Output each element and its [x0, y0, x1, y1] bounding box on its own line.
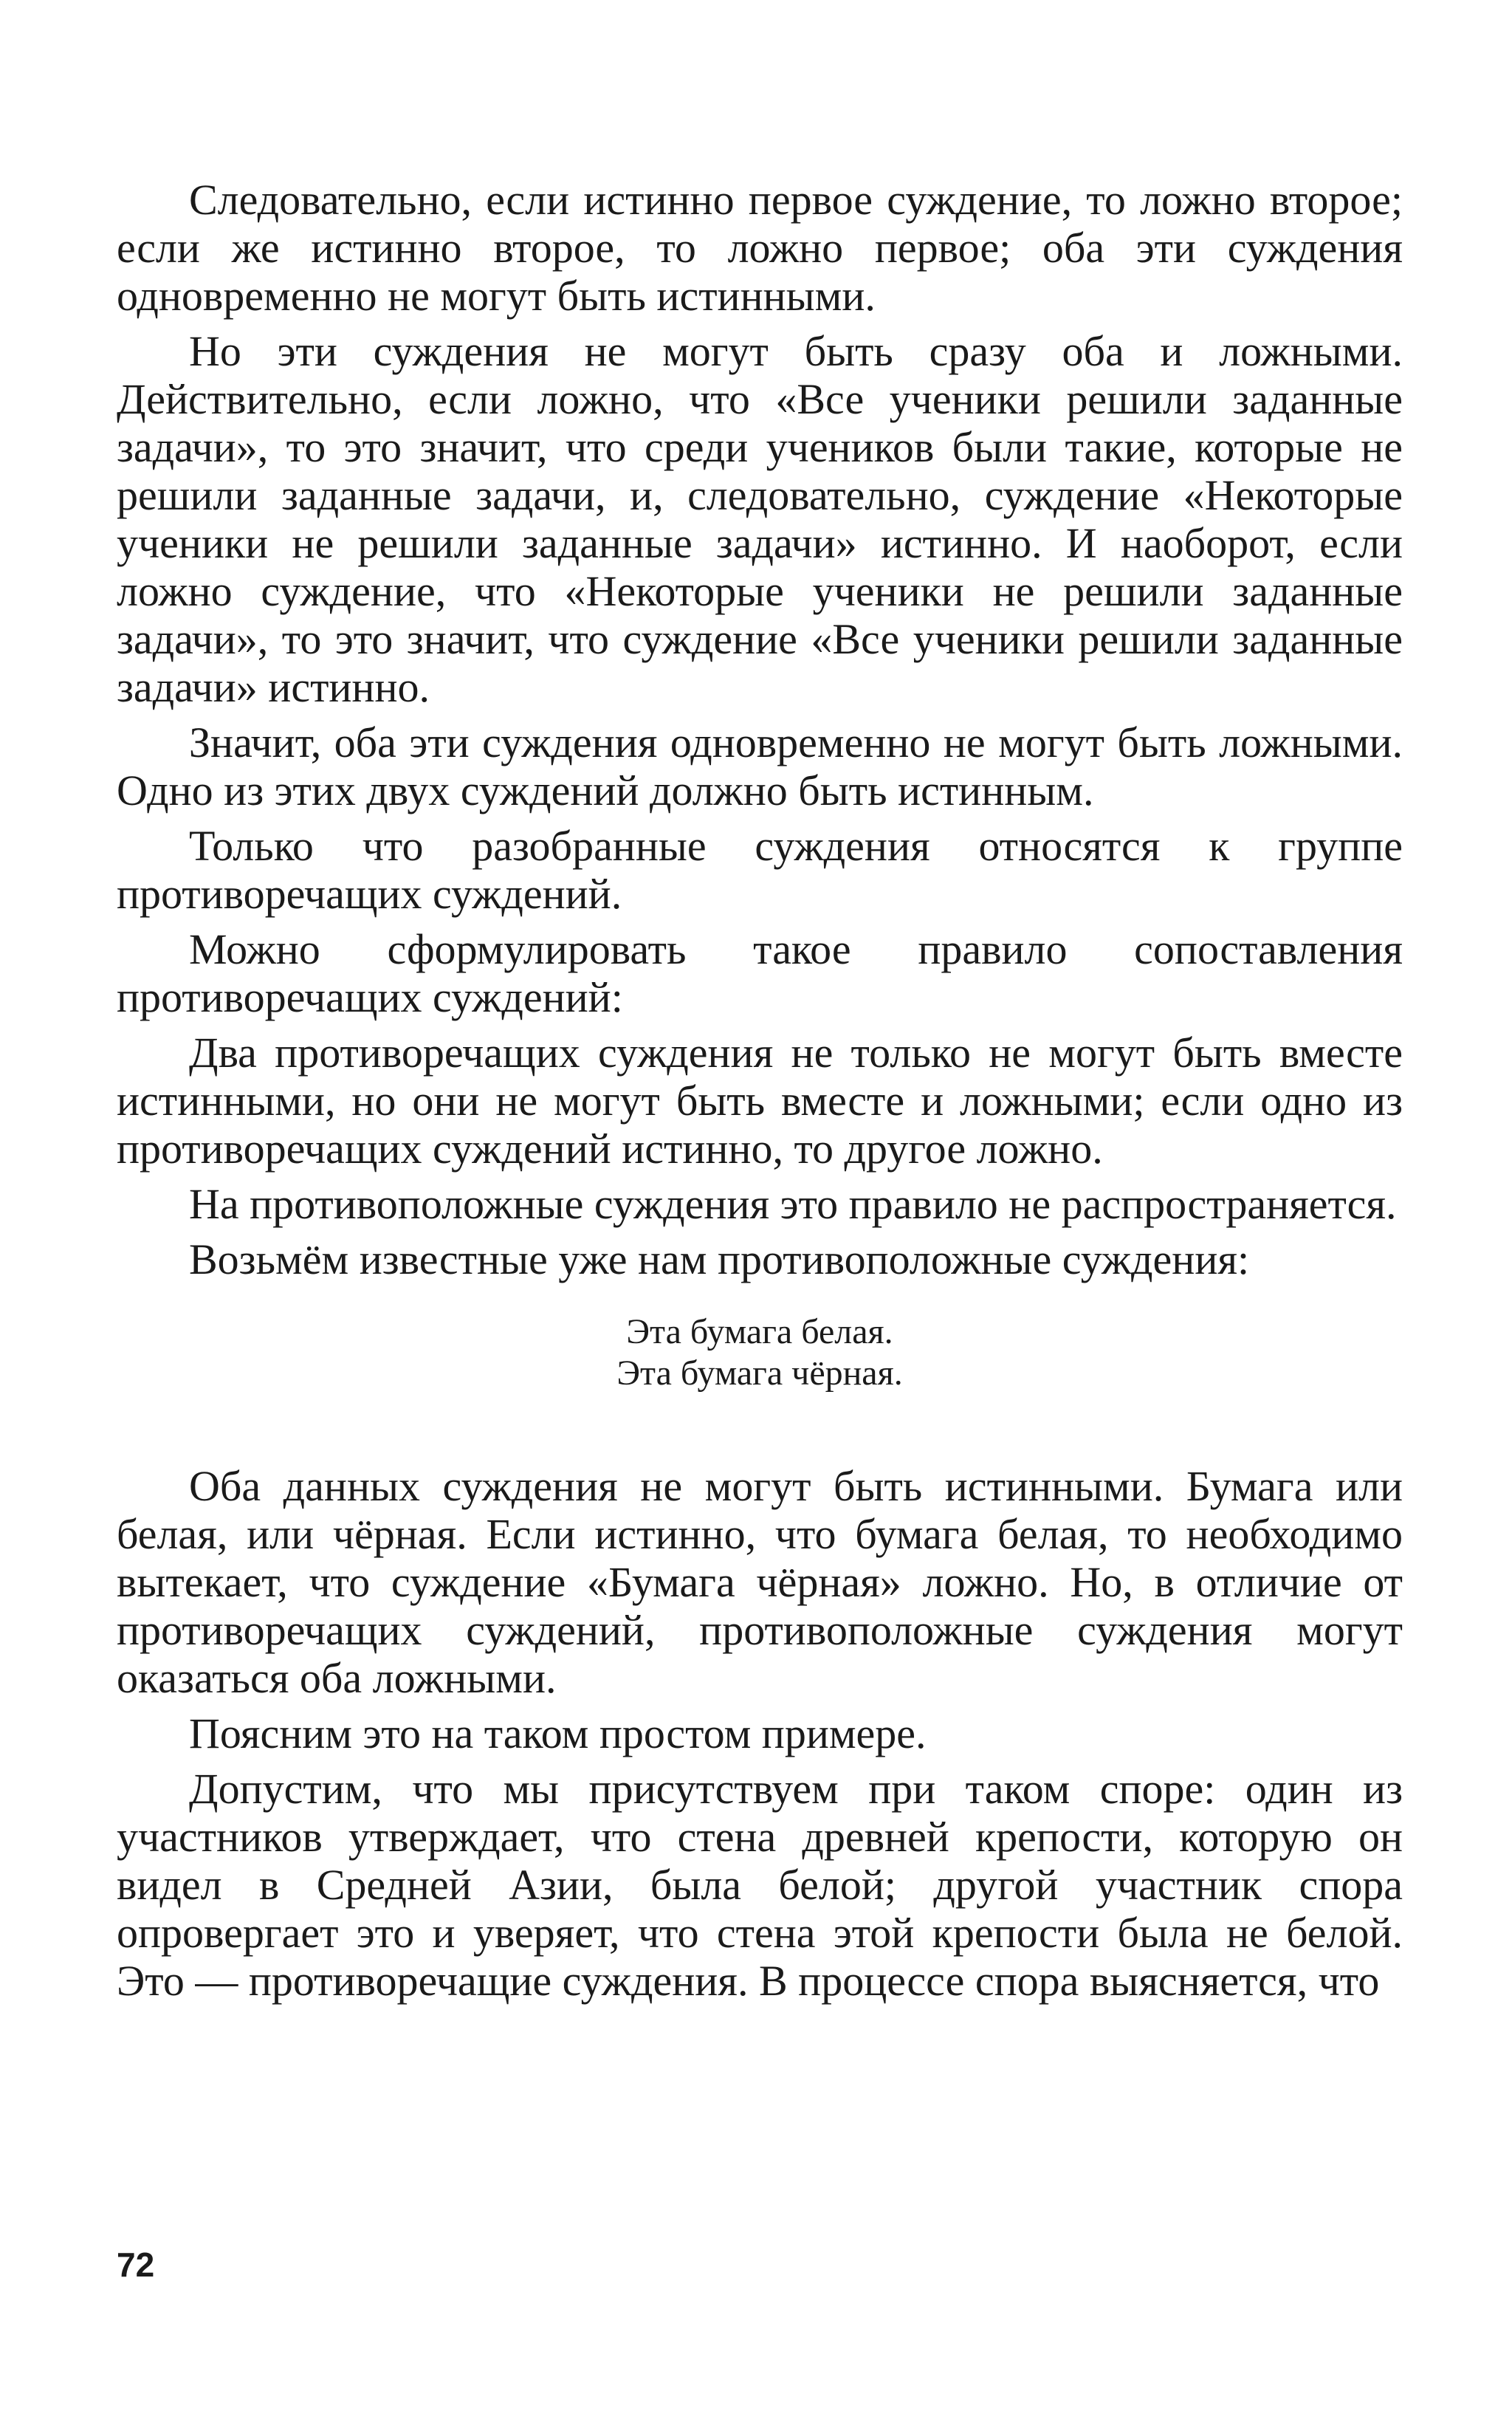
paragraph: Оба данных суждения не могут быть истинными. Бумага или белая, или чёрная. Если истинно, что бумага белая, то необходимо вытекает, что суждение «Бумага чёрная» ложно. Но, в отличие от противоречащих суждений, противоположные суждения могут оказаться оба ложными. [117, 1462, 1403, 1702]
paragraph: Допустим, что мы присутствуем при таком споре: один из участников утверждает, что стена древней крепости, которую он видел в Средней Азии, была белой; другой участник спора опровергает это и уверяет, что стена этой крепости была не белой. Это — противоречащие суждения. В процессе спора выясняется, что [117, 1765, 1403, 2005]
paragraph: Возьмём известные уже нам противоположные суждения: [189, 1235, 1250, 1283]
paragraph: Значит, оба эти суждения одновременно не могут быть ложными. Одно из этих двух суждений должно быть истинным. [117, 718, 1403, 814]
paragraph: Но эти суждения не могут быть сразу оба и ложными. Действительно, если ложно, что «Все ученики решили заданные задачи», то это значит, что среди учеников были такие, которые не решили заданные задачи, и, следовательно, суждение «Некоторые ученики не решили заданные задачи» истинно. И наоборот, если ложно суждение, что «Некоторые ученики не решили заданные задачи», то это значит, что суждение «Все ученики решили заданные задачи» истинно. [117, 327, 1403, 711]
paragraph: Только что разобранные суждения относятся к группе противоречащих суждений. [117, 822, 1403, 918]
example-line: Эта бумага чёрная. [616, 1353, 903, 1393]
paragraph: Следовательно, если истинно первое суждение, то ложно второе; если же истинно второе, то ложно первое; оба эти суждения одновременно не могут быть истинными. [117, 176, 1403, 320]
rule-paragraph: Два противоречащих суждения не только не могут быть вместе истинными, но они не могут быть вместе и ложными; если одно из противоречащих суждений истинно, то другое ложно. [117, 1029, 1403, 1173]
paragraph: На противоположные суждения это правило не распространяется. [189, 1180, 1397, 1228]
page-number: 72 [117, 2245, 155, 2284]
page-body [117, 176, 1403, 2012]
paragraph: Поясним это на таком простом примере. [189, 1709, 927, 1757]
example-judgments [117, 1311, 1403, 1394]
example-line: Эта бумага белая. [626, 1312, 893, 1351]
paragraph: Можно сформулировать такое правило сопоставления противоречащих суждений: [117, 925, 1403, 1021]
